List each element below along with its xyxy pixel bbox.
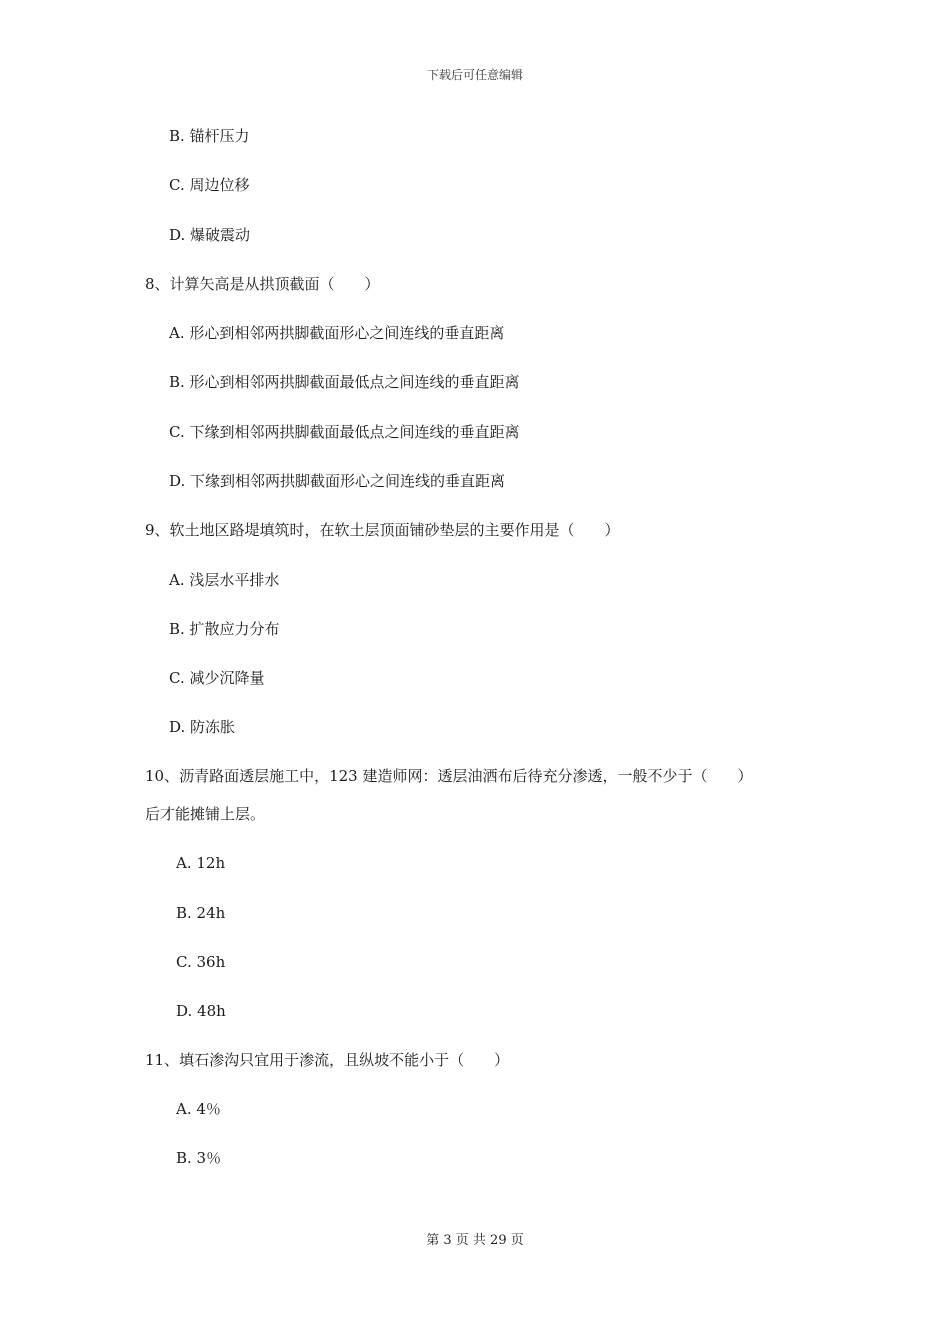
q8-option-a: A. 形心到相邻两拱脚截面形心之间连线的垂直距离 (169, 324, 505, 342)
q9-option-c: C. 减少沉降量 (169, 669, 265, 687)
page-footer: 第 3 页 共 29 页 (426, 1233, 524, 1248)
q10-option-a: A. 12h (176, 854, 226, 872)
q7-option-c: C. 周边位移 (169, 176, 250, 194)
q8-question: 8、计算矢高是从拱顶截面（ ） (145, 275, 380, 293)
q9-option-a: A. 浅层水平排水 (169, 571, 280, 589)
q8-option-b: B. 形心到相邻两拱脚截面最低点之间连线的垂直距离 (169, 373, 520, 391)
q10-option-b: B. 24h (176, 904, 226, 922)
q11-option-a: A. 4％ (176, 1100, 221, 1118)
q10-question-line1: 10、沥青路面透层施工中，123 建造师网：透层油洒布后待充分渗透，一般不少于（ ） (145, 767, 753, 785)
q9-option-d: D. 防冻胀 (169, 718, 236, 736)
q11-question: 11、填石渗沟只宜用于渗流，且纵坡不能小于（ ） (145, 1051, 510, 1069)
page-header: 下载后可任意编辑 (426, 68, 523, 82)
q10-option-c: C. 36h (176, 953, 226, 971)
q7-option-d: D. 爆破震动 (169, 226, 251, 244)
q11-option-b: B. 3％ (176, 1149, 222, 1167)
q7-option-b: B. 锚杆压力 (169, 127, 250, 145)
q8-option-c: C. 下缘到相邻两拱脚截面最低点之间连线的垂直距离 (169, 423, 520, 441)
q9-question: 9、软土地区路堤填筑时，在软土层顶面铺砂垫层的主要作用是（ ） (145, 521, 620, 539)
q10-question-line2: 后才能摊铺上层。 (145, 805, 266, 823)
q10-option-d: D. 48h (176, 1002, 226, 1020)
q8-option-d: D. 下缘到相邻两拱脚截面形心之间连线的垂直距离 (169, 472, 506, 490)
q9-option-b: B. 扩散应力分布 (169, 620, 280, 638)
